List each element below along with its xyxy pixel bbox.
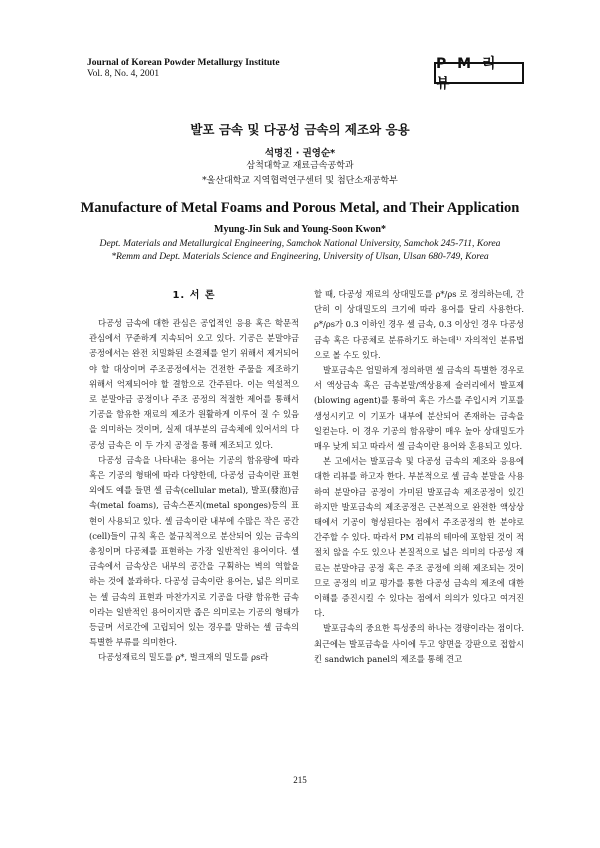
paragraph: 다공성 금속에 대한 관심은 공업적인 응용 혹은 학문적 관심에서 꾸준하게 지속되어 오고 있다. 기공은 분말야금 공정에서는 완전 치밀화된 소결체를 얻기 위해서 제거되어야 할 대상이며 주조공정에서는 건전한 주물을 제조하기 위해서 억제되어야 할 결함으로 간주된다. 이는 역설적으로 분말야금 공정이나 주조 공정의 적절한 제어를 통해서 기공을 함유한 재료의 제조가 원활하게 이루어 질 수 있음을 의미하는 것이며, 실제 대부분의 금속체에 있어서의 다공성 금속은 이 두 가지 공정을 통해 제조되고 있다.: [89, 318, 299, 450]
journal-volume: Vol. 8, No. 4, 2001: [87, 69, 160, 79]
korean-authors: 석명진 · 권영순*: [264, 148, 336, 159]
paragraph: 할 때, 다공성 재료의 상대밀도를 ρ*/ρs 로 정의하는데, 간단히 이 상대밀도의 크기에 따라 용어를 달리 사용한다. ρ*/ρs가 0.3 이하인 경우 셀 금속, 0.3 이상인 경우 다공성 금속 혹은 다공체로 분류하기도 하는데¹⁾ 자의적인 분류법으로 볼 수도 있다.: [314, 289, 524, 360]
paragraph: 본 고에서는 발포금속 및 다공성 금속의 제조와 응용에 대한 리뷰를 하고자 한다. 부분적으로 셀 금속 분말을 사용하여 분말야금 공정이 가미된 발포금속 제조공정이 있긴 하지만 발포금속의 제조공정은 근본적으로 완전한 액상상태에서 기공이 형성된다는 점에서 주조공정의 한 분야로 간주할 수 있다. 따라서 PM 리뷰의 테마에 포함된 것이 적절치 않을 수도 있으나 본질적으로 넓은 의미의 다공성 재료는 분말야금 공정 혹은 주조 공정에 의해 제조되는 것이므로 공정의 비교 평가를 통한 다공성 금속의 제조에 대한 이해를 증진시킬 수 있다는 점에서 의의가 있다고 여겨진다.: [314, 456, 524, 619]
left-column: [89, 286, 299, 666]
korean-affiliation-2: *울산대학교 지역협력연구센터 및 첨단소재공학부: [202, 176, 398, 186]
paragraph: 다공성 금속을 나타내는 용어는 기공의 함유량에 따라 혹은 기공의 형태에 따라 다양한데, 다공성 금속이란 표현 외에도 예를 들면 셀 금속(cellular metal), 발포(發泡)금속(metal foams), 금속스폰지(metal sponges)등의 표현이 사용되고 있다. 셀 금속이란 내부에 수많은 작은 공간(cell)들이 규칙 혹은 불규칙적으로 분산되어 있는 금속의 총칭이며 다공체를 표현하는 가장 일반적인 용어이다. 셀 금속에서 금속상은 내부의 공간을 구획하는 벽의 역할을 하는 것에 불과하다. 다공성 금속이란 용어는, 넓은 의미로는 셀 금속의 표현과 마찬가지로 기공을 다량 함유한 금속이라는 일반적인 용어이지만 좁은 의미로는 기공의 형태가 등글며 서로간에 고립되어 있는 경우를 말하는 셀 금속의 특별한 부류를 의미한다.: [89, 454, 299, 648]
english-affiliation-1: Dept. Materials and Metallurgical Engineering, Samchok National University, Samchok 245-711, Korea: [99, 238, 501, 249]
paragraph: 다공성재료의 밀도를 ρ*, 벌크재의 밀도를 ρs라: [98, 652, 269, 663]
page-number: 215: [293, 775, 307, 785]
right-column: [314, 287, 524, 667]
section-heading: 1. 서 론: [172, 290, 216, 301]
journal-header: [87, 58, 280, 80]
korean-title: 발포 금속 및 다공성 금속의 제조와 응용: [190, 122, 410, 137]
english-title: Manufacture of Metal Foams and Porous Metal, and Their Application: [80, 200, 520, 216]
paragraph: 발포금속의 중요한 특성중의 하나는 경량이라는 점이다. 최근에는 발포금속을 사이에 두고 양면을 강판으로 접합시킨 sandwich panel의 제조를 통해 견고: [314, 623, 524, 664]
english-authors: Myung-Jin Suk and Young-Soon Kwon*: [214, 224, 386, 235]
korean-affiliation-1: 삼척대학교 재료금속공학과: [246, 161, 354, 171]
journal-name: Journal of Korean Powder Metallurgy Institute: [87, 58, 280, 68]
english-affiliation-2: *Remm and Dept. Materials Science and Engineering, University of Ulsan, Ulsan 680-749, Korea: [111, 251, 489, 262]
paragraph: 발포금속은 엄밀하게 정의하면 셀 금속의 특별한 경우로서 액상금속 혹은 금속분말/액상용제 슬러리에서 발포제(blowing agent)를 통하여 혹은 가스를 주입시켜 기포를 생성시키고 이 기포가 내부에 분산되어 존재하는 금속을 일컫는다. 이 경우 기공의 함유량이 매우 높아 상대밀도가 매우 낮게 되고 따라서 셀 금속이란 용어와 혼용되고 있다.: [314, 365, 524, 452]
pm-review-badge: P M 리 뷰: [434, 62, 524, 84]
